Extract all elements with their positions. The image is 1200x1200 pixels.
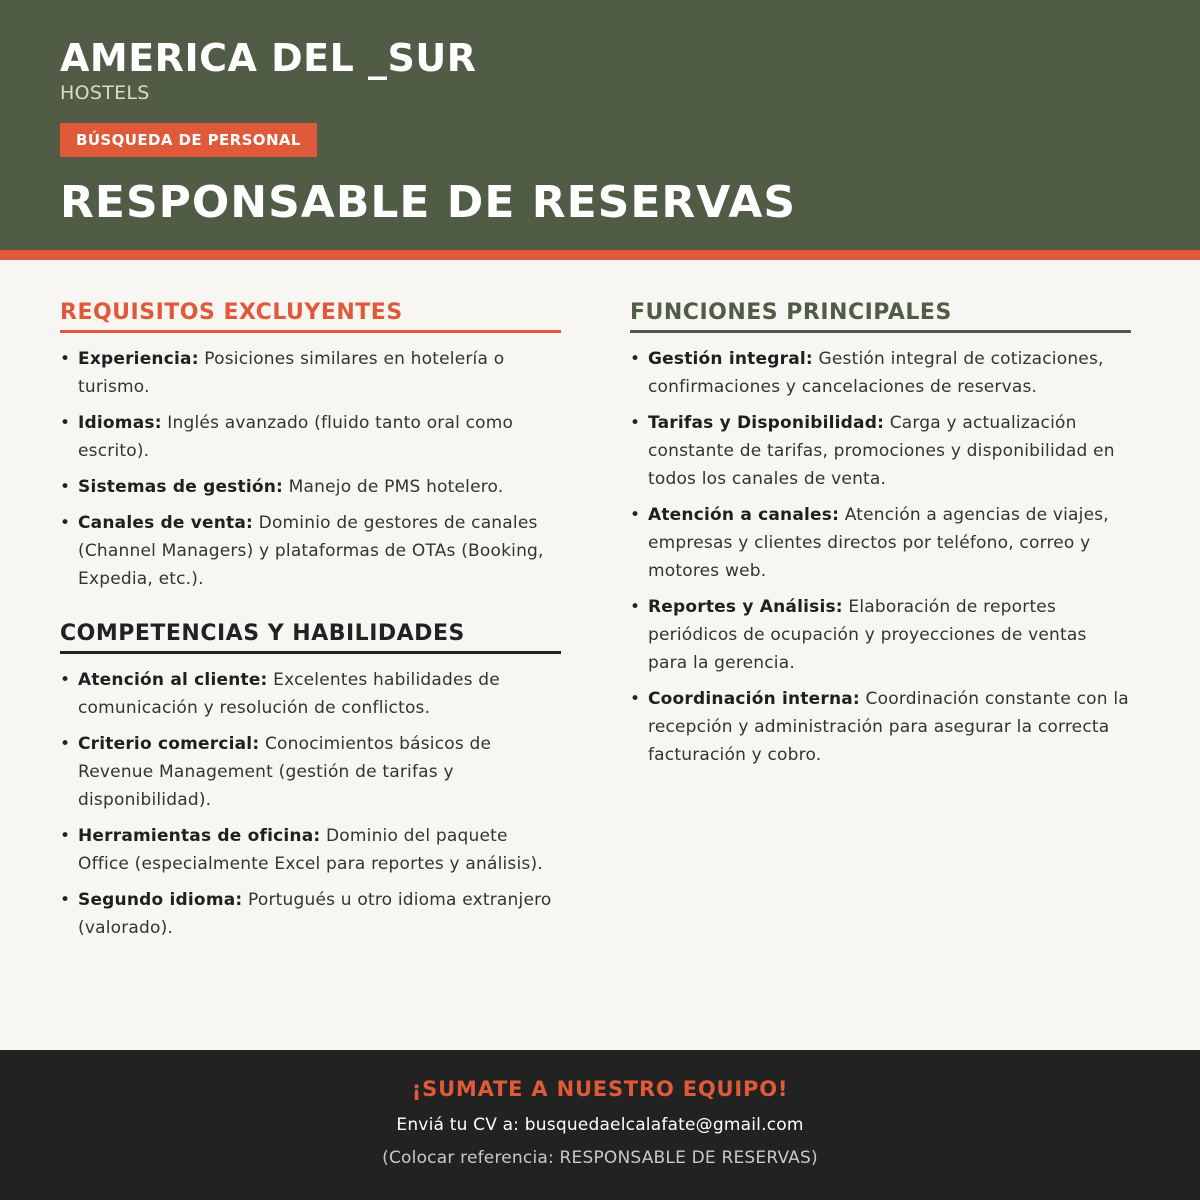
list-item [630, 685, 1131, 769]
funciones-list [630, 345, 1131, 769]
brand-subtitle: HOSTELS [60, 82, 150, 104]
item-label: Herramientas de oficina: [78, 826, 321, 846]
item-text: Conocimientos básicos de Revenue Management (gestión de tarifas y disponibilidad). [78, 734, 492, 810]
reference-note: (Colocar referencia: RESPONSABLE DE RESERVAS) [382, 1148, 818, 1168]
requisitos-list [60, 345, 561, 593]
list-item [60, 409, 561, 465]
item-label: Criterio comercial: [78, 734, 260, 754]
list-item [60, 666, 561, 722]
item-text: Carga y actualización constante de tarifas, promociones y disponibilidad en todos los canales de venta. [648, 413, 1115, 489]
left-column [60, 298, 561, 950]
bullet-icon: • [630, 689, 641, 709]
list-item [60, 473, 561, 501]
list-item [630, 345, 1131, 401]
list-item [60, 886, 561, 942]
footer-banner [0, 1050, 1200, 1200]
search-badge: BÚSQUEDA DE PERSONAL [60, 123, 317, 157]
list-item [60, 509, 561, 593]
list-item [630, 593, 1131, 677]
item-text: Elaboración de reportes periódicos de ocupación y proyecciones de ventas para la gerencia. [648, 597, 1087, 673]
item-label: Reportes y Análisis: [648, 597, 843, 617]
funciones-section [630, 298, 1131, 769]
item-text: Coordinación constante con la recepción y administración para asegurar la correcta facturación y cobro. [648, 689, 1129, 765]
accent-divider [0, 250, 1200, 260]
list-item [630, 409, 1131, 493]
bullet-icon: • [60, 890, 71, 910]
item-label: Canales de venta: [78, 513, 254, 533]
item-text: Portugués u otro idioma extranjero (valorado). [78, 890, 552, 938]
bullet-icon: • [60, 477, 71, 497]
requisitos-heading: REQUISITOS EXCLUYENTES [60, 298, 561, 333]
requisitos-section [60, 298, 561, 593]
item-label: Sistemas de gestión: [78, 477, 284, 497]
item-text: Posiciones similares en hotelería o turismo. [78, 349, 505, 397]
item-label: Gestión integral: [648, 349, 813, 369]
bullet-icon: • [630, 413, 641, 433]
right-column [630, 298, 1131, 777]
cv-email-text[interactable]: Enviá tu CV a: busquedaelcalafate@gmail.com [396, 1115, 804, 1135]
competencias-heading: COMPETENCIAS Y HABILIDADES [60, 619, 561, 654]
funciones-heading: FUNCIONES PRINCIPALES [630, 298, 1131, 333]
bullet-icon: • [60, 349, 71, 369]
bullet-icon: • [60, 670, 71, 690]
item-text: Gestión integral de cotizaciones, confirmaciones y cancelaciones de reservas. [648, 349, 1104, 397]
list-item [60, 822, 561, 878]
competencias-section [60, 619, 561, 942]
item-label: Atención al cliente: [78, 670, 268, 690]
item-label: Idiomas: [78, 413, 162, 433]
item-label: Coordinación interna: [648, 689, 860, 709]
item-text: Dominio de gestores de canales (Channel Managers) y plataformas de OTAs (Booking, Expedia, etc.). [78, 513, 544, 589]
bullet-icon: • [630, 349, 641, 369]
item-label: Experiencia: [78, 349, 199, 369]
bullet-icon: • [60, 734, 71, 754]
bullet-icon: • [630, 597, 641, 617]
bullet-icon: • [60, 413, 71, 433]
competencias-list [60, 666, 561, 942]
list-item [60, 345, 561, 401]
item-label: Tarifas y Disponibilidad: [648, 413, 885, 433]
list-item [60, 730, 561, 814]
item-label: Atención a canales: [648, 505, 840, 525]
item-label: Segundo idioma: [78, 890, 243, 910]
bullet-icon: • [60, 513, 71, 533]
item-text: Atención a agencias de viajes, empresas y clientes directos por teléfono, correo y motores web. [648, 505, 1109, 581]
bullet-icon: • [60, 826, 71, 846]
header-banner [0, 0, 1200, 250]
item-text: Inglés avanzado (fluido tanto oral como escrito). [78, 413, 514, 461]
job-title: RESPONSABLE DE RESERVAS [60, 177, 797, 228]
item-text: Dominio del paquete Office (especialmente Excel para reportes y análisis). [78, 826, 543, 874]
brand-name: AMERICA DEL _SUR [60, 36, 477, 80]
bullet-icon: • [630, 505, 641, 525]
list-item [630, 501, 1131, 585]
item-text: Excelentes habilidades de comunicación y resolución de conflictos. [78, 670, 500, 718]
item-text: Manejo de PMS hotelero. [283, 477, 504, 497]
call-to-action: ¡SUMATE A NUESTRO EQUIPO! [411, 1077, 789, 1101]
